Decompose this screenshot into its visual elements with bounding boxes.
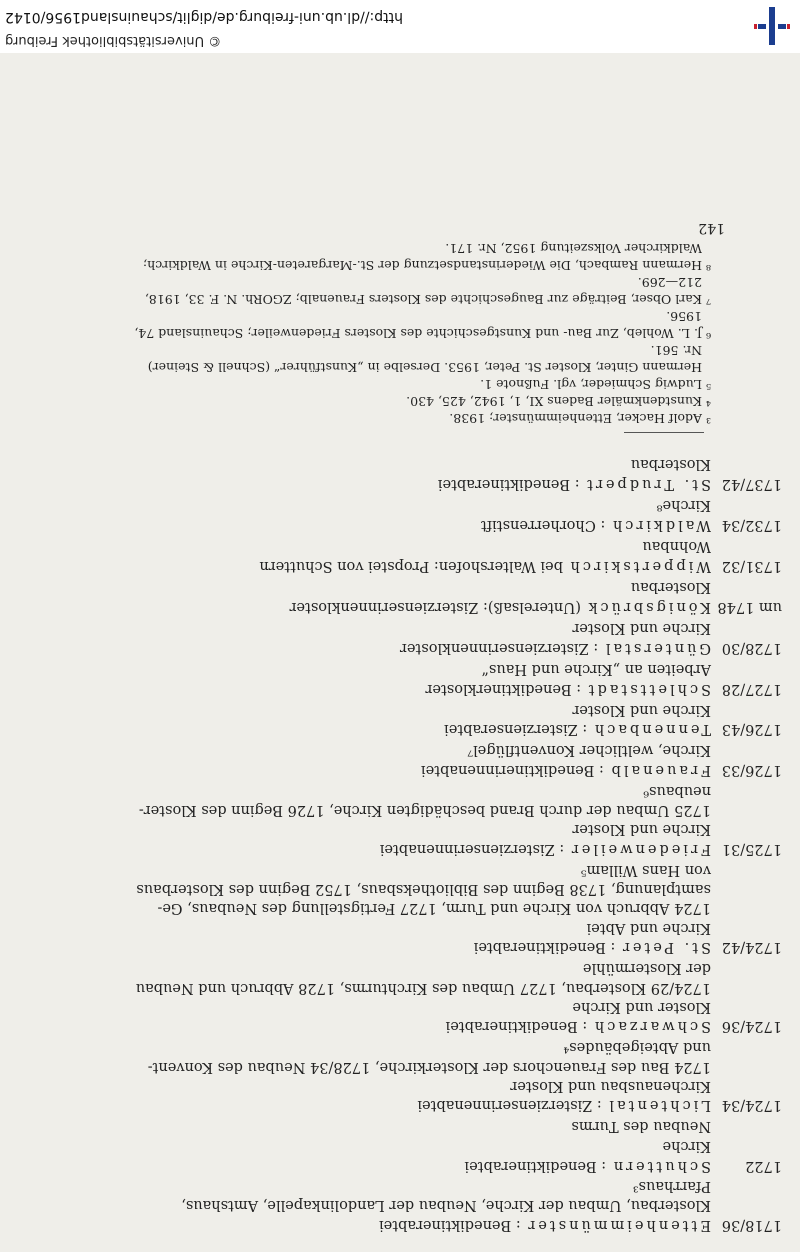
entry-year: um 1748 — [717, 599, 782, 615]
library-logo-icon — [754, 7, 790, 45]
entry-line: 1724 Bau des Frauenchors der Klosterkirche, 1728/34 Neubau des Konvent- — [147, 1059, 711, 1075]
footnote: Waldkircher Volkszeitung 1952, Nr. 171. — [445, 241, 702, 256]
entry-line: 1724 Abbruch von Kirche und Turm, 1727 Fertigstellung des Neubaus, Ge- — [157, 900, 711, 916]
entry-year: 1722 — [745, 1158, 782, 1174]
entry-year: 1724/34 — [721, 1097, 782, 1113]
entry-line: Kirche und Abtei — [586, 920, 711, 936]
entry-heading — [464, 1158, 711, 1174]
entry-line: Kirche und Kloster — [572, 821, 711, 837]
footnote: ³ Adolf Hacker, Ettenheimmünster; 1938. — [449, 411, 711, 426]
entry-line: Klosterbau, Umbau der Kirche, Neubau der Landolinkapelle, Amtshaus, — [181, 1197, 711, 1213]
entry-name: Ettenheimmünster — [525, 1217, 711, 1233]
entry-type: : Benediktinerkloster — [425, 681, 582, 697]
entry-year: 1727/28 — [721, 681, 782, 697]
footnote: ⁶ J. L. Wohleb, Zur Bau- und Kunstgeschichte des Klosters Friedenweiler; Schauinsland 74, — [134, 326, 711, 341]
entry-name: Friedenweiler — [568, 841, 711, 857]
entry-name: Schlettstadt — [585, 681, 711, 697]
entry-type: : Zisterzienserinnenkloster — [399, 640, 599, 656]
entry-name: Königsbrück — [585, 599, 711, 615]
entry-line: Kirche und Kloster — [572, 702, 711, 718]
entry-line: der Klostermühle — [582, 960, 711, 976]
footnote: 212—269. — [637, 275, 702, 290]
entry-type: : Benediktinerinnenabtei — [421, 762, 604, 778]
entry-line: neubaus⁶ — [643, 783, 711, 799]
entry-name: Lichtental — [606, 1097, 711, 1113]
entry-heading — [446, 1018, 711, 1034]
footnote: 1956. — [666, 309, 702, 324]
entry-heading — [290, 599, 711, 615]
entry-heading — [379, 1217, 711, 1233]
entry-type: : Benediktinerabtei — [437, 476, 580, 492]
entry-name: Frauenalb — [608, 762, 711, 778]
entry-year: 1731/32 — [721, 558, 782, 574]
entry-line: Kirchenausbau und Kloster — [510, 1078, 711, 1094]
entry-line: 1725 Umbau der durch Brand beschädigten Kirche, 1726 Beginn des Kloster- — [138, 802, 711, 818]
entry-heading — [400, 640, 711, 656]
entry-type: : Zisterzienserabtei — [444, 721, 588, 737]
entry-type: bei Waltershofen: Propstei von Schuttern — [259, 558, 563, 574]
entry-line: Neubau des Turms — [571, 1118, 711, 1134]
entry-type: : Zisterzienserinnenabtei — [417, 1097, 602, 1113]
entry-type: : Benediktinerabtei — [445, 1018, 588, 1034]
entry-line: Kirche und Kloster — [572, 620, 711, 636]
entry-line: Kirche⁸ — [656, 497, 711, 513]
entry-name: Schwarzach — [591, 1018, 711, 1034]
entry-line: Kirche — [662, 1138, 711, 1154]
entry-type: : Benediktinerabtei — [464, 1158, 607, 1174]
entry-name: Wippertskirch — [567, 558, 711, 574]
entry-line: Arbeiten an „Kirche und Haus“ — [481, 661, 711, 677]
entry-name: St. Trudpert — [584, 476, 711, 492]
footnote: ⁴ Kunstdenkmäler Badens XI, 1, 1942, 425, 430. — [406, 394, 711, 409]
entry-heading — [444, 721, 711, 737]
entry-year: 1724/36 — [721, 1018, 782, 1034]
entry-heading — [481, 517, 711, 533]
footnote: ⁷ Karl Obser, Beiträge zur Baugeschichte des Klosters Frauenalb; ZGORh. N. F. 33, 1918, — [144, 292, 711, 307]
entry-year: 1724/42 — [721, 939, 782, 955]
entry-line: Kloster und Kirche — [572, 999, 711, 1015]
entry-type: : Benediktinerabtei — [379, 1217, 521, 1233]
entry-heading — [425, 681, 711, 697]
entry-name: Günterstal — [602, 640, 711, 656]
entry-line: Klosterbau — [630, 579, 711, 595]
footnote-divider — [624, 432, 704, 433]
entry-line: Pfarrhaus³ — [632, 1178, 711, 1194]
viewer-header — [0, 0, 800, 53]
entry-heading — [380, 841, 711, 857]
entry-year: 1718/36 — [721, 1217, 782, 1233]
footnote: Nr. 561. — [650, 343, 702, 358]
footnote: ⁵ Ludwig Schmieder, vgl. Fußnote 1. — [480, 377, 711, 392]
entry-line: und Abteigebäudes⁴ — [563, 1039, 711, 1055]
entry-year: 1728/30 — [721, 640, 782, 656]
footnote: ⁸ Hermann Rambach, Die Wiederinstandsetzung der St.-Margareten-Kirche in Waldkirch; — [142, 258, 711, 273]
entry-name: St. Peter — [619, 939, 711, 955]
page-number: 142 — [698, 220, 725, 236]
permalink-url[interactable]: http://dl.ub.uni-freiburg.de/diglit/schauinsland1956/0142 — [5, 9, 403, 25]
entry-type: : Benediktinerabtei — [473, 939, 616, 955]
entry-type: (Unterelsaß): Zisterzienserinnenkloster — [289, 599, 582, 615]
entry-type: : Zisterzienserinnenabtei — [379, 841, 565, 857]
entry-year: 1726/33 — [721, 762, 782, 778]
entry-heading — [417, 1097, 711, 1113]
entry-year: 1726/43 — [721, 721, 782, 737]
entry-name: Schuttern — [610, 1158, 711, 1174]
entry-heading — [421, 762, 711, 778]
entry-year: 1732/34 — [721, 517, 782, 533]
entry-line: samtplanung, 1738 Beginn des Bibliotheksbaus, 1752 Beginn des Klosterbaus — [136, 881, 711, 897]
entry-heading — [259, 558, 711, 574]
entry-line: Kirche, weltlicher Konventflügel⁷ — [467, 742, 711, 758]
entry-heading — [438, 476, 711, 492]
footnote: Hermann Ginter, Kloster St. Peter, 1953. Derselbe in „Kunstführer“ (Schnell & Steiner) — [147, 360, 702, 375]
entry-name: Waldkirch — [609, 517, 711, 533]
copyright-notice: © Universitätsbibliothek Freiburg — [5, 33, 222, 48]
entry-year: 1737/42 — [721, 476, 782, 492]
entry-year: 1725/31 — [721, 841, 782, 857]
entry-line: Klosterbau — [630, 456, 711, 472]
entry-line: 1724/29 Klosterbau, 1727 Umbau des Kirchturms, 1728 Abbruch und Neubau — [135, 980, 711, 996]
entry-type: : Chorherrenstift — [480, 517, 606, 533]
entry-heading — [474, 939, 711, 955]
document-page — [0, 53, 800, 1252]
entry-line: von Hans Willam⁵ — [580, 862, 711, 878]
entry-line: Wohnbau — [642, 538, 711, 554]
entry-name: Tennenbach — [591, 721, 711, 737]
